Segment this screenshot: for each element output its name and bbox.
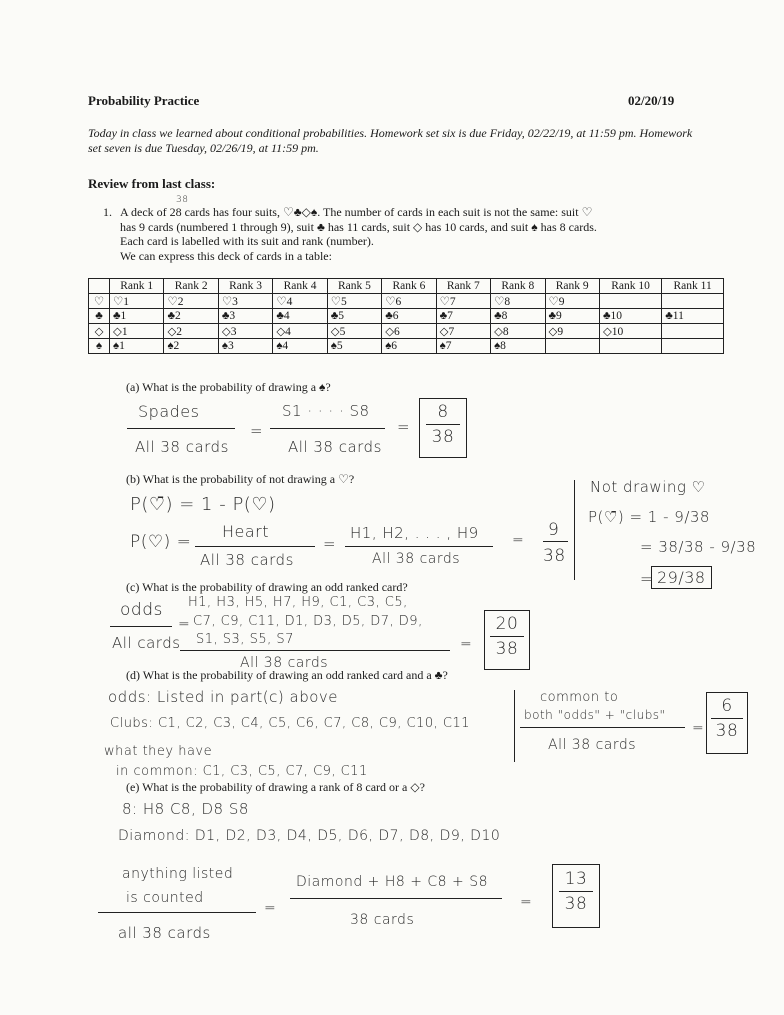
answer-d-common1: what they have [104, 744, 213, 759]
table-cell: ◇9 [545, 324, 599, 339]
table-cell: ♠2 [164, 339, 218, 354]
table-cell: ◇1 [110, 324, 164, 339]
problem-line: A deck of 28 cards has four suits, ♡♣◇♠. The number of cards in each suit is not the same: suit ♡ [120, 205, 593, 219]
table-header: Rank 9 [545, 279, 599, 294]
answer-b-frac-num: 9 [548, 520, 560, 540]
answer-d-num2: both "odds" + "clubs" [524, 708, 666, 722]
table-cell: ♡ [89, 294, 110, 309]
answer-e-left-den: all 38 cards [118, 924, 211, 942]
table-header: Rank 4 [273, 279, 327, 294]
fraction-line [559, 891, 593, 892]
table-cell [662, 324, 724, 339]
table-cell: ♡4 [273, 294, 327, 309]
table-cell: ♠8 [491, 339, 545, 354]
answer-d-num1: common to [540, 690, 619, 705]
table-row [89, 309, 724, 324]
table-cell: ♠3 [218, 339, 272, 354]
table-cell: ♡9 [545, 294, 599, 309]
table-header: Rank 1 [110, 279, 164, 294]
table-cell: ♣1 [110, 309, 164, 324]
table-cell: ◇3 [218, 324, 272, 339]
deck-table [88, 278, 724, 354]
table-cell: ♣5 [327, 309, 381, 324]
table-header: Rank 2 [164, 279, 218, 294]
table-cell: ♡1 [110, 294, 164, 309]
answer-b-line1: P(♡̄) = 1 - P(♡) [130, 494, 276, 515]
fraction-line [270, 428, 385, 429]
question-c: (c) What is the probability of drawing an odd ranked card? [126, 580, 408, 594]
fraction-line [426, 424, 460, 425]
answer-c-list2: C7, C9, C11, D1, D3, D5, D7, D9, [193, 614, 423, 629]
table-cell: ◇8 [491, 324, 545, 339]
equals-sign: = [460, 636, 473, 652]
handwritten-correction: 38 [176, 195, 189, 205]
table-header: Rank 11 [662, 279, 724, 294]
table-cell: ♠4 [273, 339, 327, 354]
table-cell: ◇2 [164, 324, 218, 339]
question-e: (e) What is the probability of drawing a rank of 8 card or a ◇? [126, 780, 425, 794]
answer-c-list3: S1, S3, S5, S7 [196, 632, 294, 647]
fraction-line [110, 626, 172, 627]
table-cell: ♣10 [599, 309, 661, 324]
answer-d-clubs: Clubs: C1, C2, C3, C4, C5, C6, C7, C8, C9, C10, C11 [110, 716, 470, 731]
answer-e-eights: 8: H8 C8, D8 S8 [122, 800, 249, 818]
answer-b-side1: P(♡̄) = 1 - 9/38 [588, 508, 710, 526]
table-cell: ♣9 [545, 309, 599, 324]
answer-d-common2: in common: C1, C3, C5, C7, C9, C11 [116, 764, 368, 779]
equals-sign: = [520, 894, 533, 910]
table-header: Rank 3 [218, 279, 272, 294]
answer-e-diamonds: Diamond: D1, D2, D3, D4, D5, D6, D7, D8, D9, D10 [118, 828, 501, 844]
equals-sign: = [640, 570, 654, 588]
problem-line: Each card is labelled with its suit and rank (number). [120, 234, 374, 248]
answer-b-final: 29/38 [651, 566, 712, 589]
fraction-line [127, 428, 235, 429]
table-cell [545, 339, 599, 354]
fraction-line [711, 718, 743, 719]
answer-e-num: Diamond + H8 + C8 + S8 [296, 874, 489, 890]
table-cell: ◇10 [599, 324, 661, 339]
table-cell: ♣11 [662, 309, 724, 324]
equals-sign: = [250, 422, 264, 440]
answer-c-num1: odds [120, 600, 163, 620]
table-cell: ♣7 [436, 309, 490, 324]
table-cell [662, 294, 724, 309]
table-cell: ♡7 [436, 294, 490, 309]
answer-a-num1: Spades [138, 402, 200, 421]
divider-line [514, 690, 515, 762]
answer-a-final-den: 38 [431, 427, 455, 447]
answer-c-final-den: 38 [495, 639, 519, 659]
divider-line [574, 480, 575, 580]
table-header-row [89, 279, 724, 294]
answer-e-final-den: 38 [564, 894, 588, 914]
page-date: 02/20/19 [628, 93, 675, 108]
table-cell: ◇5 [327, 324, 381, 339]
table-cell [662, 339, 724, 354]
table-cell [599, 339, 661, 354]
answer-b-num2: H1, H2, . . . , H9 [350, 524, 479, 542]
table-cell: ◇4 [273, 324, 327, 339]
answer-d-final-num: 6 [721, 696, 733, 716]
question-d: (d) What is the probability of drawing an odd ranked card and a ♣? [126, 668, 448, 682]
table-cell: ♣ [89, 309, 110, 324]
table-cell: ♠ [89, 339, 110, 354]
table-cell: ♠5 [327, 339, 381, 354]
answer-b-frac-den: 38 [543, 546, 566, 566]
table-cell: ♡3 [218, 294, 272, 309]
table-header: Rank 8 [491, 279, 545, 294]
answer-d-den: All 38 cards [548, 737, 637, 753]
equals-sign: = [323, 535, 337, 553]
question-b: (b) What is the probability of not drawing a ♡? [126, 472, 355, 486]
table-cell: ♡6 [382, 294, 436, 309]
review-heading: Review from last class: [88, 176, 216, 191]
answer-c-final-num: 20 [495, 614, 519, 634]
answer-box [706, 692, 748, 754]
table-header: Rank 5 [327, 279, 381, 294]
equals-sign: = [264, 900, 277, 916]
problem-statement [103, 205, 703, 263]
problem-number: 1. [103, 205, 112, 219]
answer-box [484, 610, 530, 670]
answer-a-den1: All 38 cards [135, 438, 229, 456]
table-cell: ♠6 [382, 339, 436, 354]
answer-b-den2: All 38 cards [372, 551, 461, 567]
answer-box [419, 398, 467, 458]
table-cell: ♣6 [382, 309, 436, 324]
equals-sign: = [178, 616, 191, 632]
problem-line: has 9 cards (numbered 1 through 9), suit ♣ has 11 cards, suit ◇ has 10 cards, and suit ♠ has 8 cards. [120, 219, 597, 234]
fraction-line [520, 727, 685, 728]
table-cell: ♡2 [164, 294, 218, 309]
table-row [89, 324, 724, 339]
answer-e-final-num: 13 [564, 869, 588, 889]
equals-sign: = [397, 418, 411, 436]
table-cell: ◇7 [436, 324, 490, 339]
table-header: Rank 10 [599, 279, 661, 294]
answer-box [552, 864, 600, 928]
table-cell: ◇6 [382, 324, 436, 339]
answer-d-final-den: 38 [715, 721, 739, 741]
equals-sign: = [692, 720, 705, 736]
fraction-line [195, 546, 315, 547]
answer-c-den2: All 38 cards [240, 655, 329, 671]
table-cell: ♣4 [273, 309, 327, 324]
answer-e-left1: anything listed [122, 866, 234, 882]
table-cell: ♠1 [110, 339, 164, 354]
answer-b-den1: All 38 cards [200, 551, 294, 569]
fraction-line [180, 650, 450, 651]
problem-line: We can express this deck of cards in a table: [120, 248, 332, 263]
table-header: Rank 6 [382, 279, 436, 294]
table-row [89, 339, 724, 354]
table-row [89, 294, 724, 309]
answer-c-list1: H1, H3, H5, H7, H9, C1, C3, C5, [188, 595, 408, 610]
fraction-line [290, 898, 502, 899]
answer-a-den2: All 38 cards [288, 438, 382, 456]
table-cell [599, 294, 661, 309]
table-cell: ◇ [89, 324, 110, 339]
table-header [89, 279, 110, 294]
table-cell: ♡5 [327, 294, 381, 309]
question-a: (a) What is the probability of drawing a ♠? [126, 380, 331, 394]
table-cell: ♠7 [436, 339, 490, 354]
table-cell: ♡8 [491, 294, 545, 309]
fraction-line [543, 541, 568, 542]
answer-b-side-title: Not drawing ♡ [590, 478, 706, 496]
fraction-line [98, 912, 256, 913]
answer-e-left2: is counted [126, 890, 204, 906]
fraction-line [345, 546, 493, 547]
page-title: Probability Practice [88, 93, 200, 108]
answer-b-p-heart: P(♡) = [130, 532, 192, 552]
answer-b-side2: = 38/38 - 9/38 [640, 538, 757, 556]
answer-e-den: 38 cards [350, 912, 415, 928]
table-header: Rank 7 [436, 279, 490, 294]
answer-a-num2: S1 · · · · S8 [282, 402, 370, 420]
fraction-line [490, 636, 524, 637]
table-cell: ♣8 [491, 309, 545, 324]
answer-b-num1: Heart [222, 522, 270, 541]
table-cell: ♣3 [218, 309, 272, 324]
equals-sign: = [512, 532, 525, 548]
answer-a-final-num: 8 [437, 402, 449, 422]
answer-c-den1: All cards [112, 634, 181, 652]
table-cell: ♣2 [164, 309, 218, 324]
intro-text: Today in class we learned about conditional probabilities. Homework set six is due Friday, 02/22/19, at 11:59 pm. Homework set seven is due Tuesday, 02/26/19, at 11:59 pm. [88, 126, 693, 155]
answer-d-odds: odds: Listed in part(c) above [108, 688, 339, 706]
